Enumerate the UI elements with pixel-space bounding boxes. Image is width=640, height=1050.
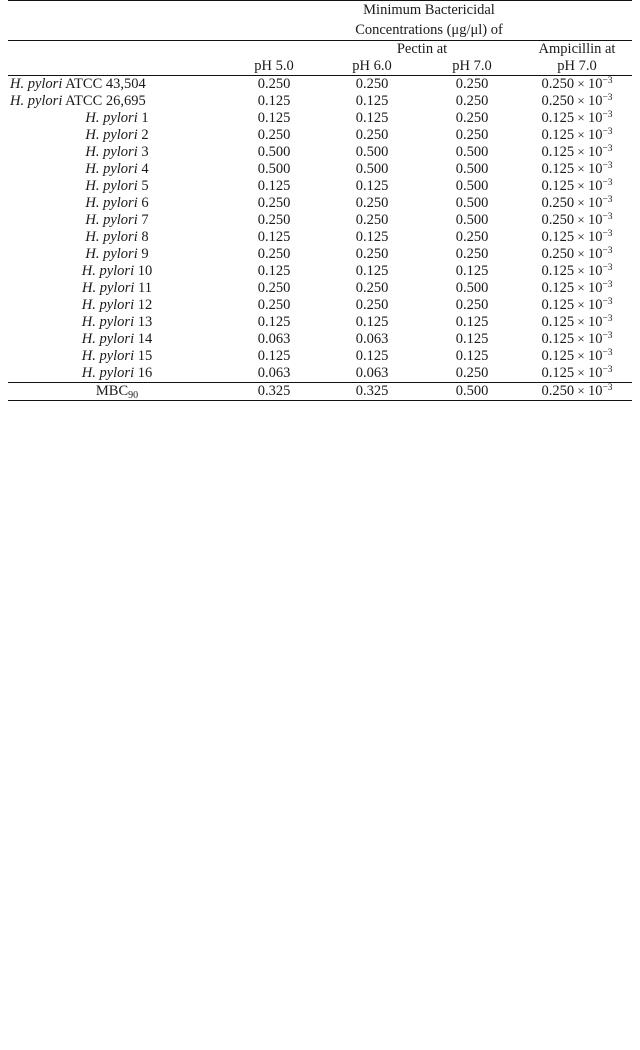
cell-ampicillin: $0.125 \times 10^{-3}$ bbox=[541, 178, 613, 195]
cell-ph70: 0.250 bbox=[455, 365, 489, 382]
cell-ampicillin: $0.250 \times 10^{-3}$ bbox=[541, 195, 613, 212]
cell-ampicillin: $0.250 \times 10^{-3}$ bbox=[541, 212, 613, 229]
table-row bbox=[8, 110, 632, 127]
amp-exponent: −3 bbox=[602, 365, 613, 376]
row-strain-label bbox=[8, 365, 226, 383]
strain-designation: ATCC 26,695 bbox=[62, 93, 146, 110]
row-strain-label bbox=[8, 348, 226, 365]
cell-ph60: 0.125 bbox=[355, 229, 389, 246]
multiply-sign: × bbox=[574, 229, 588, 245]
cell-ph60: 0.500 bbox=[355, 144, 389, 161]
cell-ph60: 0.125 bbox=[355, 93, 389, 110]
cell-ph60: 0.250 bbox=[355, 127, 389, 144]
cell-ph70: 0.125 bbox=[455, 314, 489, 331]
cell-ph70: 0.250 bbox=[455, 93, 489, 110]
header-ph-spacer bbox=[8, 58, 226, 76]
multiply-sign: × bbox=[574, 314, 588, 330]
cell-ph60: 0.250 bbox=[355, 212, 389, 229]
row-strain-label bbox=[8, 144, 226, 161]
strain-species: H. pylori bbox=[85, 229, 138, 246]
cell-ph50: 0.500 bbox=[257, 144, 291, 161]
cell-ph60: 0.500 bbox=[355, 161, 389, 178]
amp-mantissa: 0.125 bbox=[541, 365, 575, 382]
summary-amp-exponent: −3 bbox=[602, 383, 613, 394]
cell-ph70: 0.250 bbox=[422, 76, 522, 94]
amp-mantissa: 0.125 bbox=[541, 110, 575, 127]
amp-exponent: −3 bbox=[602, 212, 613, 223]
cell-ph70: 0.125 bbox=[455, 331, 489, 348]
strain-species: H. pylori bbox=[85, 144, 138, 161]
strain-species: H. pylori bbox=[81, 297, 135, 314]
table-row bbox=[8, 127, 632, 144]
cell-ph50: 0.250 bbox=[257, 280, 291, 297]
strain-species: H. pylori bbox=[85, 195, 138, 212]
cell-ph70: 0.500 bbox=[455, 195, 489, 212]
cell-ph60: 0.125 bbox=[355, 263, 389, 280]
multiply-sign: × bbox=[574, 331, 588, 347]
table-row bbox=[8, 212, 632, 229]
strain-species: H. pylori bbox=[85, 110, 138, 127]
strain-species: H. pylori bbox=[81, 331, 135, 348]
amp-exponent: −3 bbox=[602, 229, 613, 240]
cell-ph50: 0.063 bbox=[257, 365, 291, 382]
amp-mantissa: 0.250 bbox=[541, 93, 575, 110]
amp-exponent: −3 bbox=[602, 246, 613, 257]
cell-ampicillin: $0.125 \times 10^{-3}$ bbox=[541, 161, 613, 178]
amp-exponent: −3 bbox=[602, 263, 613, 274]
strain-designation: 11 bbox=[134, 280, 152, 297]
multiply-sign: × bbox=[574, 161, 588, 177]
header-group-title bbox=[226, 1, 632, 41]
row-strain-label bbox=[8, 263, 226, 280]
amp-exponent: −3 bbox=[602, 144, 613, 155]
cell-ph60: 0.125 bbox=[355, 178, 389, 195]
table-row bbox=[8, 229, 632, 246]
amp-exponent: −3 bbox=[602, 76, 613, 87]
cell-ampicillin: $0.250 \times 10^{-3}$ bbox=[541, 246, 613, 263]
amp-exponent: −3 bbox=[602, 348, 613, 359]
row-strain-label bbox=[8, 314, 226, 331]
amp-mantissa: 0.125 bbox=[541, 229, 575, 246]
row-strain-label bbox=[8, 127, 226, 144]
cell-ph70: 0.500 bbox=[455, 178, 489, 195]
cell-ph60: 0.125 bbox=[355, 314, 389, 331]
cell-ampicillin: $0.125 \times 10^{-3}$ bbox=[541, 263, 613, 280]
amp-exponent: −3 bbox=[602, 280, 613, 291]
strain-designation: 8 bbox=[137, 229, 149, 246]
strain-designation: 9 bbox=[137, 246, 149, 263]
strain-designation: 13 bbox=[134, 314, 153, 331]
summary-label-sub: 90 bbox=[128, 390, 139, 402]
row-strain-label bbox=[8, 331, 226, 348]
strain-species: H. pylori bbox=[85, 246, 138, 263]
cell-ph50: 0.125 bbox=[257, 263, 291, 280]
summary-ph60: 0.325 bbox=[322, 383, 422, 401]
cell-ampicillin: $0.125 \times 10^{-3}$ bbox=[541, 314, 613, 331]
row-strain-label bbox=[8, 229, 226, 246]
row-strain-label bbox=[8, 212, 226, 229]
amp-exponent: −3 bbox=[602, 110, 613, 121]
amp-exponent: −3 bbox=[602, 127, 613, 138]
multiply-sign: × bbox=[574, 76, 588, 92]
cell-ph50: 0.125 bbox=[257, 110, 291, 127]
table-row bbox=[8, 280, 632, 297]
table-row bbox=[8, 76, 632, 94]
header-sub-blank bbox=[226, 41, 322, 59]
table-row bbox=[8, 365, 632, 383]
amp-mantissa: 0.125 bbox=[541, 127, 575, 144]
cell-ph50: 0.125 bbox=[257, 314, 291, 331]
cell-ph50: 0.250 bbox=[257, 195, 291, 212]
row-strain-label bbox=[8, 246, 226, 263]
cell-ampicillin: $0.125 \times 10^{-3}$ bbox=[541, 331, 613, 348]
cell-ampicillin: $0.125 \times 10^{-3}$ bbox=[541, 297, 613, 314]
multiply-sign: × bbox=[574, 365, 588, 381]
cell-ampicillin: $0.125 \times 10^{-3}$ bbox=[541, 144, 613, 161]
strain-designation: ATCC 43,504 bbox=[62, 76, 146, 93]
multiply-sign: × bbox=[574, 93, 588, 109]
strain-species: H. pylori bbox=[10, 93, 63, 110]
summary-row bbox=[8, 383, 632, 401]
header-sub-ampicillin: Ampicillin at bbox=[522, 41, 632, 59]
row-strain-label bbox=[8, 297, 226, 314]
header-col-ph60: pH 6.0 bbox=[352, 58, 392, 75]
cell-ph50: 0.125 bbox=[257, 348, 291, 365]
amp-mantissa: 0.125 bbox=[541, 331, 575, 348]
cell-ph50: 0.500 bbox=[257, 161, 291, 178]
multiply-sign: × bbox=[574, 246, 588, 262]
cell-ph60: 0.125 bbox=[355, 110, 389, 127]
table-row bbox=[8, 314, 632, 331]
multiply-sign: × bbox=[574, 144, 588, 160]
header-spacer bbox=[8, 1, 226, 41]
cell-ph50: 0.125 bbox=[257, 178, 291, 195]
cell-ph70: 0.250 bbox=[455, 246, 489, 263]
multiply-sign: × bbox=[574, 348, 588, 364]
summary-ampicillin: $0.250 \times 10^{-3}$ bbox=[522, 383, 632, 401]
header-sub-pectin: Pectin at bbox=[322, 41, 522, 59]
cell-ph70: 0.500 bbox=[455, 212, 489, 229]
cell-ph50: 0.250 bbox=[226, 76, 322, 94]
amp-mantissa: 0.250 bbox=[541, 212, 575, 229]
cell-ph60: 0.125 bbox=[355, 348, 389, 365]
strain-designation: 15 bbox=[134, 348, 153, 365]
amp-mantissa: 0.125 bbox=[541, 314, 575, 331]
cell-ph50: 0.250 bbox=[257, 297, 291, 314]
multiply-sign: × bbox=[574, 110, 588, 126]
amp-mantissa: 0.250 bbox=[541, 76, 575, 93]
cell-ampicillin: $0.250 \times 10^{-3}$ bbox=[541, 93, 613, 110]
strain-designation: 14 bbox=[134, 331, 153, 348]
multiply-sign: × bbox=[574, 280, 588, 296]
strain-species: H. pylori bbox=[85, 127, 138, 144]
summary-label-main: MBC bbox=[95, 383, 129, 400]
table-row bbox=[8, 144, 632, 161]
table-row bbox=[8, 93, 632, 110]
strain-species: H. pylori bbox=[81, 314, 135, 331]
header-col-ph50: pH 5.0 bbox=[254, 58, 294, 75]
strain-species: H. pylori bbox=[85, 212, 138, 229]
table-row bbox=[8, 297, 632, 314]
strain-designation: 3 bbox=[137, 144, 149, 161]
strain-designation: 16 bbox=[134, 365, 153, 382]
cell-ampicillin: $0.125 \times 10^{-3}$ bbox=[541, 110, 613, 127]
cell-ampicillin: $0.125 \times 10^{-3}$ bbox=[541, 348, 613, 365]
table-row bbox=[8, 161, 632, 178]
amp-exponent: −3 bbox=[602, 297, 613, 308]
cell-ph70: 0.250 bbox=[455, 229, 489, 246]
strain-species: H. pylori bbox=[82, 280, 135, 297]
strain-designation: 2 bbox=[137, 127, 149, 144]
cell-ph50: 0.250 bbox=[257, 212, 291, 229]
amp-mantissa: 0.125 bbox=[541, 263, 575, 280]
cell-ph70: 0.500 bbox=[455, 161, 489, 178]
multiply-sign: × bbox=[574, 297, 588, 313]
table-row bbox=[8, 178, 632, 195]
header-ph-row bbox=[8, 58, 632, 76]
cell-ph60: 0.250 bbox=[355, 246, 389, 263]
strain-species: H. pylori bbox=[85, 178, 138, 195]
cell-ph50: 0.125 bbox=[257, 229, 291, 246]
summary-amp-mantissa: 0.250 bbox=[541, 383, 575, 400]
amp-mantissa: 0.125 bbox=[541, 144, 575, 161]
strain-designation: 10 bbox=[134, 263, 153, 280]
amp-exponent: −3 bbox=[602, 161, 613, 172]
amp-exponent: −3 bbox=[602, 314, 613, 325]
table-row bbox=[8, 263, 632, 280]
amp-mantissa: 0.125 bbox=[541, 348, 575, 365]
cell-ph70: 0.250 bbox=[455, 127, 489, 144]
strain-designation: 12 bbox=[134, 297, 153, 314]
header-group-title-line1: Minimum Bactericidal bbox=[363, 2, 495, 18]
cell-ph60: 0.250 bbox=[355, 280, 389, 297]
multiply-sign: × bbox=[574, 212, 588, 228]
amp-mantissa: 0.125 bbox=[541, 280, 575, 297]
row-strain-label bbox=[8, 178, 226, 195]
amp-mantissa: 0.125 bbox=[541, 178, 575, 195]
cell-ph70: 0.500 bbox=[455, 144, 489, 161]
cell-ampicillin: $0.125 \times 10^{-3}$ bbox=[541, 127, 613, 144]
strain-species: H. pylori bbox=[10, 76, 63, 93]
strain-species: H. pylori bbox=[85, 161, 138, 178]
cell-ph70: 0.500 bbox=[455, 280, 489, 297]
row-strain-label bbox=[8, 280, 226, 297]
mbc-table bbox=[8, 0, 632, 401]
cell-ph50: 0.250 bbox=[257, 127, 291, 144]
strain-designation: 4 bbox=[137, 161, 149, 178]
cell-ph60: 0.250 bbox=[355, 297, 389, 314]
summary-ph70: 0.500 bbox=[422, 383, 522, 401]
cell-ph60: 0.250 bbox=[355, 195, 389, 212]
strain-designation: 6 bbox=[137, 195, 149, 212]
strain-species: H. pylori bbox=[81, 263, 135, 280]
header-sub-row bbox=[8, 41, 632, 59]
multiply-sign: × bbox=[574, 195, 588, 211]
cell-ph60: 0.250 bbox=[322, 76, 422, 94]
table-row bbox=[8, 246, 632, 263]
amp-exponent: −3 bbox=[602, 178, 613, 189]
cell-ph50: 0.063 bbox=[257, 331, 291, 348]
amp-exponent: −3 bbox=[602, 195, 613, 206]
strain-species: H. pylori bbox=[81, 365, 135, 382]
table-row bbox=[8, 195, 632, 212]
summary-ph50: 0.325 bbox=[226, 383, 322, 401]
cell-ampicillin: $0.125 \times 10^{-3}$ bbox=[541, 280, 613, 297]
row-strain-label bbox=[8, 110, 226, 127]
strain-designation: 7 bbox=[137, 212, 149, 229]
header-col-amp-ph70: pH 7.0 bbox=[557, 58, 597, 75]
strain-designation: 5 bbox=[137, 178, 149, 195]
strain-species: H. pylori bbox=[81, 348, 135, 365]
amp-mantissa: 0.250 bbox=[541, 246, 575, 263]
multiply-sign: × bbox=[574, 127, 588, 143]
cell-ph60: 0.063 bbox=[355, 331, 389, 348]
multiply-sign: × bbox=[574, 383, 588, 399]
row-strain-label bbox=[8, 195, 226, 212]
header-group-title-line2: Concentrations (μg/μl) of bbox=[355, 21, 503, 38]
amp-mantissa: 0.125 bbox=[541, 297, 575, 314]
table-container bbox=[0, 0, 640, 401]
table-row bbox=[8, 348, 632, 365]
cell-ph50: 0.250 bbox=[257, 246, 291, 263]
cell-ph50: 0.125 bbox=[257, 93, 291, 110]
header-group-row bbox=[8, 1, 632, 41]
row-strain-label bbox=[8, 76, 226, 94]
cell-ampicillin: $0.125 \times 10^{-3}$ bbox=[541, 365, 613, 382]
amp-mantissa: 0.125 bbox=[541, 161, 575, 178]
cell-ph60: 0.063 bbox=[355, 365, 389, 382]
cell-ampicillin: $0.125 \times 10^{-3}$ bbox=[541, 229, 613, 246]
header-sub-spacer bbox=[8, 41, 226, 59]
strain-designation: 1 bbox=[137, 110, 149, 127]
cell-ampicillin: $0.250 \times 10^{-3}$ bbox=[522, 76, 632, 94]
multiply-sign: × bbox=[574, 263, 588, 279]
cell-ph70: 0.125 bbox=[455, 263, 489, 280]
amp-mantissa: 0.250 bbox=[541, 195, 575, 212]
header-col-ph70: pH 7.0 bbox=[452, 58, 492, 75]
cell-ph70: 0.125 bbox=[455, 348, 489, 365]
table-row bbox=[8, 331, 632, 348]
amp-exponent: −3 bbox=[602, 331, 613, 342]
summary-label bbox=[8, 383, 226, 401]
row-strain-label bbox=[8, 161, 226, 178]
row-strain-label bbox=[8, 93, 226, 110]
cell-ph70: 0.250 bbox=[455, 297, 489, 314]
amp-exponent: −3 bbox=[602, 93, 613, 104]
multiply-sign: × bbox=[574, 178, 588, 194]
cell-ph70: 0.250 bbox=[455, 110, 489, 127]
